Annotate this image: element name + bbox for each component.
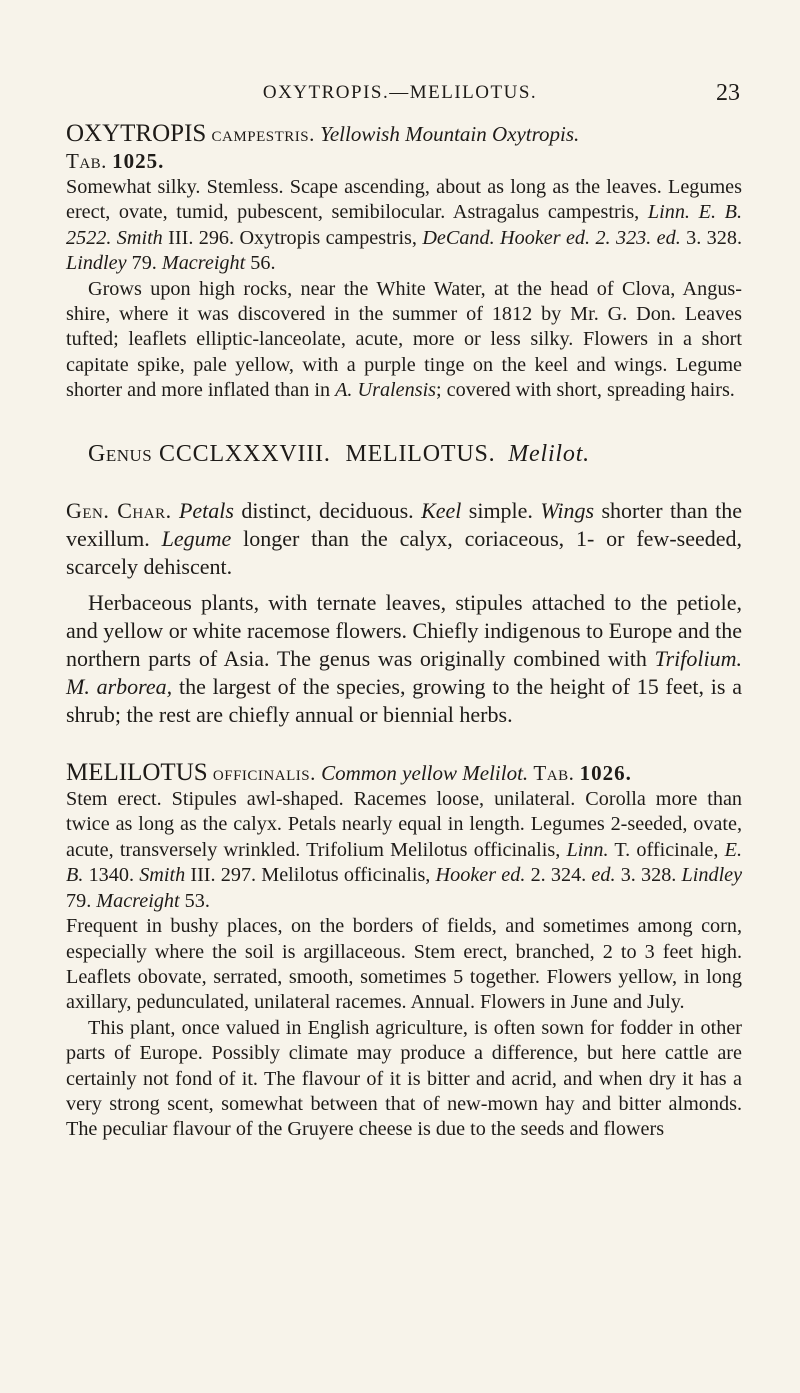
genus-characters: [66, 497, 742, 729]
citation-author: Lindley: [66, 252, 127, 275]
term: Wings: [540, 498, 595, 524]
citation-ref: 56.: [250, 252, 276, 275]
genus-reference: Trifolium.: [654, 646, 743, 672]
tab-number: 1025.: [112, 149, 165, 173]
entry-heading: [66, 759, 742, 787]
common-name: Common yellow Melilot.: [321, 761, 529, 786]
citation-ref: 3. 328.: [686, 226, 742, 249]
genus-numeral: CCCLXXXVIII.: [159, 440, 331, 467]
citation-edition: ed.: [591, 864, 616, 887]
citation-ref: 2522.: [66, 226, 112, 249]
citation-author: Linn.: [566, 838, 609, 861]
genus-name: MELILOTUS: [66, 759, 208, 787]
entry-heading: [66, 120, 742, 175]
term: Keel: [421, 498, 462, 524]
genus-common-name: Melilot.: [508, 440, 590, 467]
notes-text: This plant, once valued in English agriculture, is often sown for fodder in other parts of Europe. Possibly climate may produce a difference, but here cattle are certainly not fond of it. The flavour of it is bitter and acrid, and when dry it has a very strong scent, somewhat between that of new-mown hay and bitter almonds. The peculiar flavour of the Gruyere cheese is due to the seeds and flowers: [66, 1016, 742, 1141]
tab-number: 1026.: [579, 761, 632, 786]
entry-notes: [66, 1016, 742, 1143]
page-number: 23: [716, 80, 740, 106]
character-text: simple.: [468, 498, 533, 524]
species-reference: A. Uralensis: [335, 379, 437, 402]
habitat-text: Frequent in bushy places, on the borders of fields, and sometimes among corn, especially where the soil is argillaceous. Stem erect, branched, 2 to 3 feet high. Leaflets obovate, serrated, smooth, sometimes 5 together. Flowers yellow, in long axillary, pedunculated, unilateral racemes. Annual. Flowers in June and July.: [66, 915, 742, 1014]
citation-ref: 3. 328.: [620, 864, 677, 887]
citation-ref: 2. 323.: [595, 226, 652, 249]
description-text: Somewhat silky. Stemless. Scape ascending, about as long as the leaves. Legumes erect, ovate, tumid, pubescent, semibilocular. Astragalus campestris,: [66, 176, 742, 224]
description-text: Stem erect. Stipules awl-shaped. Racemes loose, unilateral. Corolla more than twice as long as the calyx. Petals nearly equal in length. Legumes 2-seeded, ovate, acute, transversely wrinkled. Trifolium Melilotus officinalis,: [66, 788, 742, 861]
genus-label: Genus: [88, 440, 153, 467]
citation-ref: 53.: [184, 889, 210, 912]
entry-oxytropis-campestris: [66, 120, 742, 404]
genus-heading: [88, 442, 742, 467]
citation-work: E. B.: [66, 838, 743, 887]
habitat-text: Grows upon high rocks, near the White Water, at the head of Clova, Angus-shire, where it was discovered in the summer of 1812 by Mr. G. Don. Leaves tufted; leaflets elliptic-lanceolate, acute, more or less silky. Flowers in a short capitate spike, pale yellow, with a purple tinge on the keel and wings. Legume shorter and more inflated than in: [66, 277, 742, 402]
citation-ref: 79.: [66, 889, 92, 912]
citation-ref: 2. 324.: [530, 864, 587, 887]
tab-label: Tab.: [66, 149, 107, 173]
citation-author: Hooker ed.: [500, 226, 591, 249]
genus-name: MELILOTUS.: [345, 440, 496, 467]
character-text: distinct, deciduous.: [241, 498, 414, 524]
entry-description: [66, 787, 742, 914]
tab-label: Tab.: [533, 761, 575, 786]
citation-ref: 1340.: [88, 864, 134, 887]
notes-text: the largest of the species, growing to the height of 15 feet, is a shrub; the rest are chiefly annual or biennial herbs.: [66, 674, 743, 728]
citation-edition: ed.: [656, 226, 681, 249]
citation-ref: III. 297. Melilotus officinalis,: [190, 864, 431, 887]
gen-char-label: Gen. Char.: [66, 498, 172, 524]
citation-author: Smith: [116, 226, 163, 249]
citation-author: Macreight: [161, 252, 246, 275]
citation-author: Smith: [139, 864, 186, 887]
citation-ref: 79.: [131, 252, 157, 275]
term: Petals: [178, 498, 234, 524]
species-reference: M. arborea,: [66, 674, 173, 700]
entry-melilotus-officinalis: [66, 759, 742, 1143]
common-name: Yellowish Mountain Oxytropis.: [320, 122, 580, 146]
character-text: shorter than the vexillum.: [66, 498, 743, 552]
species-name: campestris.: [211, 122, 315, 146]
species-name: officinalis.: [212, 761, 316, 786]
notes-text: Herbaceous plants, with ternate leaves, stipules attached to the petiole, and yellow or white racemose flowers. Chiefly indigenous to Europe and the northern parts of Asia. The genus was originally combined with: [66, 590, 742, 672]
habitat-text: ; covered with short, spreading hairs.: [436, 379, 735, 402]
citation-author: Macreight: [96, 889, 180, 912]
entry-description: [66, 175, 742, 277]
character-text: longer than the calyx, coriaceous, 1- or few-seeded, scarcely dehiscent.: [66, 526, 743, 580]
citation-author: Linn.: [647, 201, 690, 224]
citation-author: DeCand.: [422, 226, 495, 249]
entry-habitat: [66, 914, 742, 1016]
citation-work: E. B.: [698, 201, 743, 224]
generic-character: [66, 497, 742, 581]
genus-notes: [66, 589, 742, 729]
page-body: [66, 120, 742, 1143]
running-head: [0, 82, 800, 112]
term: Legume: [161, 526, 232, 552]
citation-author: Lindley: [681, 864, 743, 887]
genus-name: OXYTROPIS: [66, 120, 207, 147]
running-title: OXYTROPIS.—MELILOTUS.: [262, 82, 538, 103]
citation-ref: III. 296. Oxytropis campestris,: [168, 226, 417, 249]
citation-ref: T. officinale,: [614, 838, 719, 861]
citation-author: Hooker ed.: [435, 864, 526, 887]
entry-habitat: [66, 277, 742, 404]
